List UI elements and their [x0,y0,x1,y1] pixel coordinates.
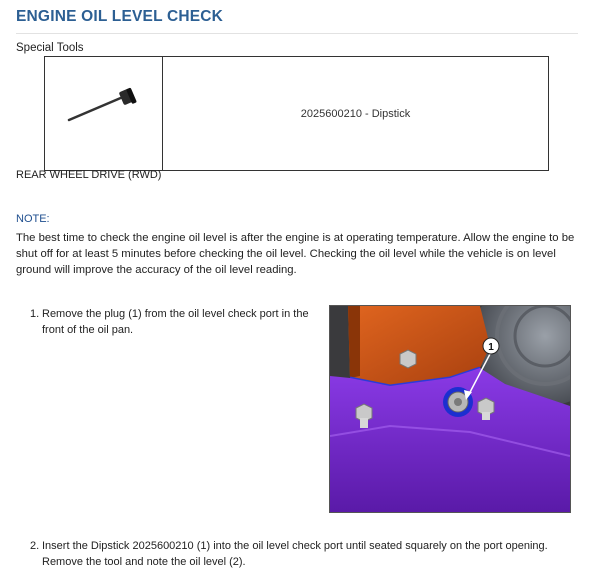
section-heading: REAR WHEEL DRIVE (RWD) [16,169,162,181]
title-divider [16,33,578,34]
step-number: 1. [30,308,40,320]
page-title: ENGINE OIL LEVEL CHECK [16,8,224,25]
step-text: Remove the plug (1) from the oil level check port in the front of the oil pan. [42,308,309,336]
dipstick-icon [45,57,162,165]
oil-pan-illustration [329,305,571,513]
step-text: Insert the Dipstick 2025600210 (1) into the oil level check port until seated squarely on the port opening. Remove the tool and note the oil level (2). [42,540,548,568]
table-row [45,57,549,171]
tool-name-cell: 2025600210 - Dipstick [163,57,549,171]
special-tools-table [44,56,549,171]
note-label: NOTE: [16,213,50,225]
special-tools-label: Special Tools [16,42,84,54]
tool-image-cell [45,57,163,171]
step-number: 2. [30,540,40,552]
note-text: The best time to check the engine oil level is after the engine is at operating temperature. Allow the engine to be shut off for at least 5 minutes before checking the oil level. Checking the oil level while the vehicle is on level ground will improve the accuracy of the oil level reading. [16,232,575,276]
figure-callout: 1 [488,342,494,353]
